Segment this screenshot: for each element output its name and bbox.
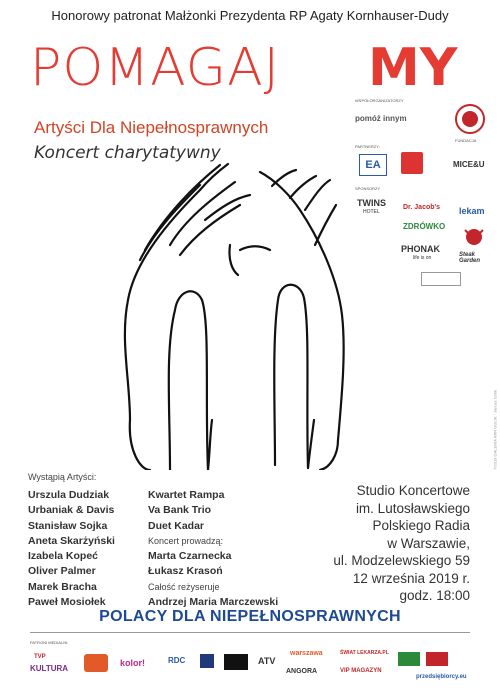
concert-label: Koncert charytatywny — [34, 143, 221, 163]
phonak-sub: life is on — [413, 255, 432, 261]
artist-item: Paweł Mosiołek — [28, 596, 106, 609]
performers-label: Wystąpią Artyści: — [28, 472, 97, 482]
divider — [30, 632, 470, 633]
radio-kolor-logo: kolor! — [120, 658, 146, 668]
tvp-logo: TVP — [34, 654, 46, 660]
blue-logo-icon — [200, 654, 214, 668]
lekam-logo: lekam — [459, 206, 485, 216]
venue-line: w Warszawie, — [387, 535, 470, 551]
jacobs-logo: Dr. Jacob's — [403, 204, 441, 211]
event-date: 12 września 2019 r. — [352, 570, 470, 586]
hands-illustration — [110, 150, 350, 470]
media-label: PATRONI MEDIALNI: — [30, 640, 69, 645]
media-logos — [28, 648, 472, 690]
sponsors-label: SPONSORZY — [355, 186, 381, 191]
event-time: godz. 18:00 — [399, 588, 470, 603]
phonak-logo: PHONAK — [401, 244, 441, 254]
title-pomagaj: POMAGAJ — [30, 38, 281, 98]
artist-list — [28, 488, 115, 610]
rdc-logo: RDC — [168, 656, 186, 665]
title-my: MY — [368, 38, 458, 98]
artist-item: Stanisław Sojka — [28, 519, 108, 532]
artist-item: Izabela Kopeć — [28, 550, 99, 563]
partners-label: PARTNERZY: — [355, 144, 380, 149]
venue-block — [295, 482, 470, 605]
red-logo-icon — [84, 654, 108, 672]
host-item: Marta Czarnecka — [148, 550, 232, 563]
artist-item: Urbaniak & Davis — [28, 504, 115, 517]
signature-logo-icon — [421, 272, 461, 286]
main-title — [30, 38, 470, 106]
black-logo-icon — [224, 654, 248, 670]
coorganizers-label: WSPÓŁORGANIZATORZY — [355, 98, 404, 103]
hosts-label: Koncert prowadzą: — [148, 535, 224, 546]
artist-item: Aneta Skarżyński — [28, 534, 115, 547]
fundacja-logo-icon — [453, 102, 487, 136]
group-item: Va Bank Trio — [148, 504, 212, 517]
ea-logo: EA — [359, 154, 387, 176]
twins-logo: TWINS — [357, 198, 386, 208]
house-logo-icon — [401, 152, 423, 174]
program-column — [148, 488, 278, 610]
swiat-lekarza-logo: ŚWIAT LEKARZA.PL — [340, 650, 389, 656]
venue-line: ul. Modzelewskiego 59 — [333, 553, 470, 568]
pomoz-logo: pomóż innym — [355, 114, 407, 123]
group-item: Duet Kadar — [148, 519, 205, 532]
kultura-logo: KULTURA — [30, 664, 69, 673]
credit: ©2019 GALERIA KRR GOLIK · Janusz Golik — [492, 390, 497, 470]
vip-logo: VIP MAGAZYN — [340, 668, 382, 674]
mice-logo: MICE&U — [453, 160, 485, 169]
zdrowko-logo: ZDRÓWKO — [403, 222, 446, 231]
bottom-title: POLACY DLA NIEPEŁNOSPRAWNYCH — [99, 608, 401, 625]
artist-item: Oliver Palmer — [28, 565, 96, 578]
fundacja-label: FUNDACJA — [455, 138, 477, 143]
group-item: Kwartet Rampa — [148, 489, 225, 501]
green-logo-icon — [398, 652, 420, 666]
venue-line: Studio Koncertowe — [356, 483, 470, 498]
director-label: Całość reżyseruje — [148, 581, 220, 592]
bull-logo-icon — [463, 226, 485, 246]
angora-logo: ANGORA — [286, 668, 318, 675]
przedsiebiorcy-logo: przedsiębiorcy.eu — [416, 674, 467, 680]
subtitle: Artyści Dla Niepełnosprawnych — [34, 118, 269, 137]
patronage-line: Honorowy patronat Małżonki Prezydenta RP Agaty Kornhauser-Dudy — [51, 8, 449, 23]
artist-item: Urszula Dudziak — [28, 489, 110, 501]
warszawa-logo: warszawa — [290, 650, 323, 657]
red2-logo-icon — [426, 652, 448, 666]
host-item: Łukasz Krasoń — [148, 565, 223, 578]
artist-item: Marek Bracha — [28, 580, 97, 593]
atv-logo: ATV — [258, 656, 276, 666]
venue-line: Polskiego Radia — [372, 518, 470, 533]
venue-line: im. Lutosławskiego — [355, 500, 470, 516]
twins-sub: HOTEL — [363, 209, 380, 215]
director-name: Andrzej Maria Marczewski — [148, 596, 279, 609]
steak-logo: Steak Garden — [459, 252, 481, 264]
